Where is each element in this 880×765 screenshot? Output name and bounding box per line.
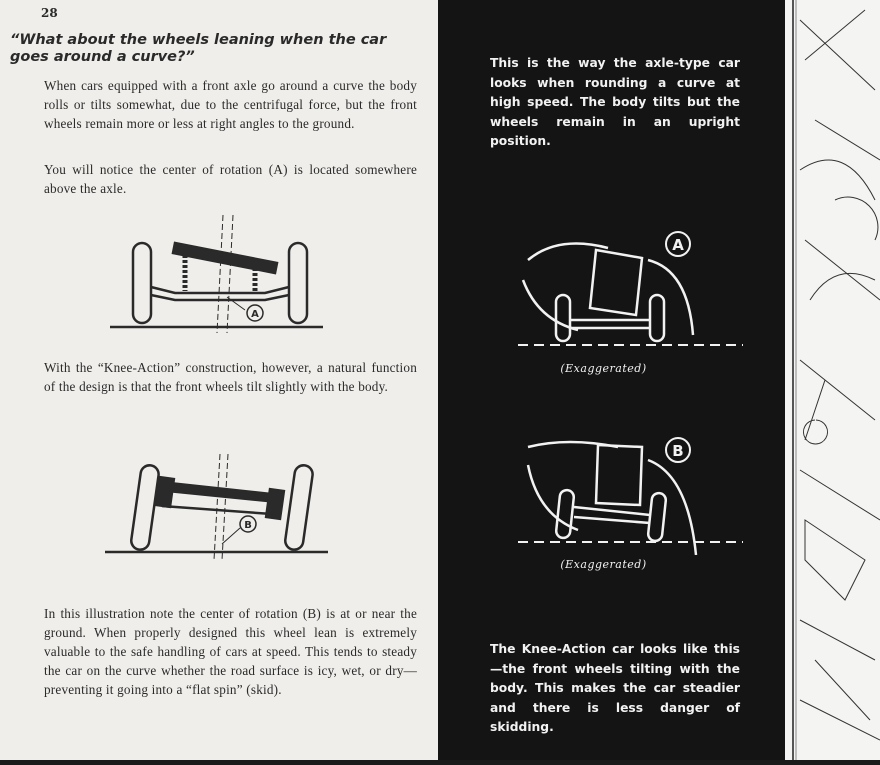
- knee-action-car-illustration-b: [518, 425, 758, 555]
- axle-diagram-a: [105, 205, 335, 335]
- figure-a-note: (Exaggerated): [560, 362, 647, 375]
- sketch-doodles: [785, 0, 880, 760]
- figure-b-label: B: [244, 520, 252, 531]
- axle-car-illustration-a: [518, 220, 758, 360]
- left-page: [0, 0, 438, 760]
- section-heading: “What about the wheels leaning when the car goes around a curve?”: [10, 32, 387, 65]
- paragraph-3: With the “Knee-Action” construction, however, a natural function of the design is that the front wheels tilt slightly with the body.: [44, 360, 417, 394]
- caption-bottom: The Knee-Action car looks like this—the front wheels tilting with the body. This makes the car steadier and there is less danger of skidding.: [490, 642, 740, 734]
- sketch-cover-edge: [785, 0, 880, 760]
- paragraph-2: You will notice the center of rotation (A) is located somewhere above the axle.: [44, 162, 417, 196]
- knee-action-diagram-b: [100, 450, 335, 565]
- figure-b-note: (Exaggerated): [560, 558, 647, 571]
- caption-top: This is the way the axle-type car looks when rounding a curve at high speed. The body tilts but the wheels remain in an upright position.: [490, 56, 740, 148]
- figure-a-label: A: [251, 309, 259, 320]
- paragraph-4: In this illustration note the center of rotation (B) is at or near the ground. When properly designed this wheel lean is extremely valuable to the safe handling of cars at speed. This tends to steady the car on the curve whether the road surface is icy, wet, or dry—preventing it going into a “flat spin” (skid).: [44, 606, 417, 697]
- figure-a-circle-label: A: [672, 236, 684, 254]
- paragraph-1: When cars equipped with a front axle go around a curve the body rolls or tilts somewhat, due to the centrifugal force, but the front wheels remain more or less at right angles to the ground.: [44, 78, 417, 131]
- right-page: [438, 0, 785, 760]
- page-number: 28: [41, 6, 58, 20]
- figure-b-circle-label: B: [672, 442, 684, 460]
